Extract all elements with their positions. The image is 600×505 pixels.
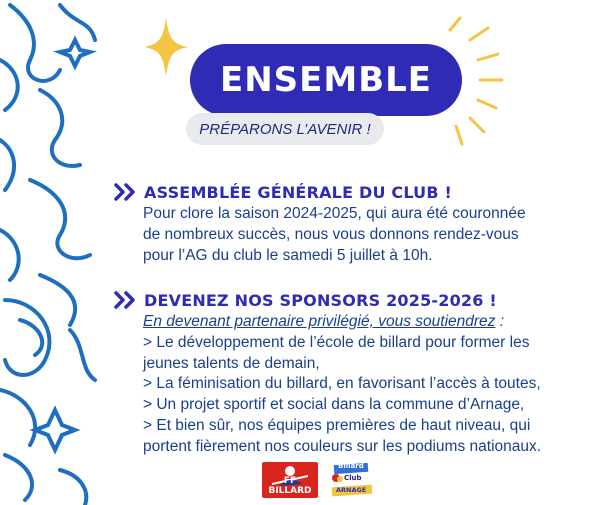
body-line: de nombreux succès, nous vous donnons rendez-vous: [143, 225, 519, 243]
logo-text: ARNAGE: [336, 486, 367, 494]
ff-billard-label: FF BILLARD: [268, 476, 312, 496]
page-subtitle: PRÉPARONS L’AVENIR !: [199, 120, 371, 138]
billard-club-arnage-logo: [328, 462, 376, 496]
section-body: [143, 204, 584, 266]
ff-billard-logo: [262, 462, 318, 498]
section-title: DEVENEZ NOS SPONSORS 2025-2026 !: [144, 290, 497, 310]
body-line: pour l’AG du club le samedi 5 juillet à 10h.: [143, 246, 433, 264]
body-intro-suffix: :: [495, 313, 505, 330]
logo-text: Club: [344, 474, 362, 482]
section-body: [143, 312, 584, 458]
body-line: portent fièrement nos couleurs sur les podiums nationaux.: [143, 437, 542, 455]
body-intro: En devenant partenaire privilégié, vous soutiendrez: [143, 313, 496, 330]
double-chevron-icon: [114, 291, 138, 309]
body-intro-line: [143, 312, 584, 333]
decorative-doodles: [0, 0, 100, 505]
body-line: > Le développement de l’école de billard pour former les: [143, 333, 530, 351]
billiard-ball-icon: [337, 476, 343, 482]
double-chevron-icon: [114, 183, 138, 201]
title-pill: [190, 44, 462, 116]
subtitle-pill: [186, 113, 384, 145]
sparkle-icon: [142, 16, 190, 78]
logo-text: Billard: [338, 462, 364, 470]
page-title: ENSEMBLE: [219, 60, 433, 100]
body-line: > La féminisation du billard, en favorisant l’accès à toutes,: [143, 375, 541, 393]
section-sponsors: [114, 288, 584, 458]
body-line: jeunes talents de demain,: [143, 354, 320, 372]
body-line: > Et bien sûr, nos équipes premières de haut niveau, qui: [143, 416, 531, 434]
section-title: ASSEMBLÉE GÉNÉRALE DU CLUB !: [144, 182, 453, 202]
body-line: Pour clore la saison 2024-2025, qui aura été couronnée: [143, 205, 526, 222]
section-general-assembly: [114, 180, 584, 266]
body-line: > Un projet sportif et social dans la commune d’Arnage,: [143, 396, 525, 414]
